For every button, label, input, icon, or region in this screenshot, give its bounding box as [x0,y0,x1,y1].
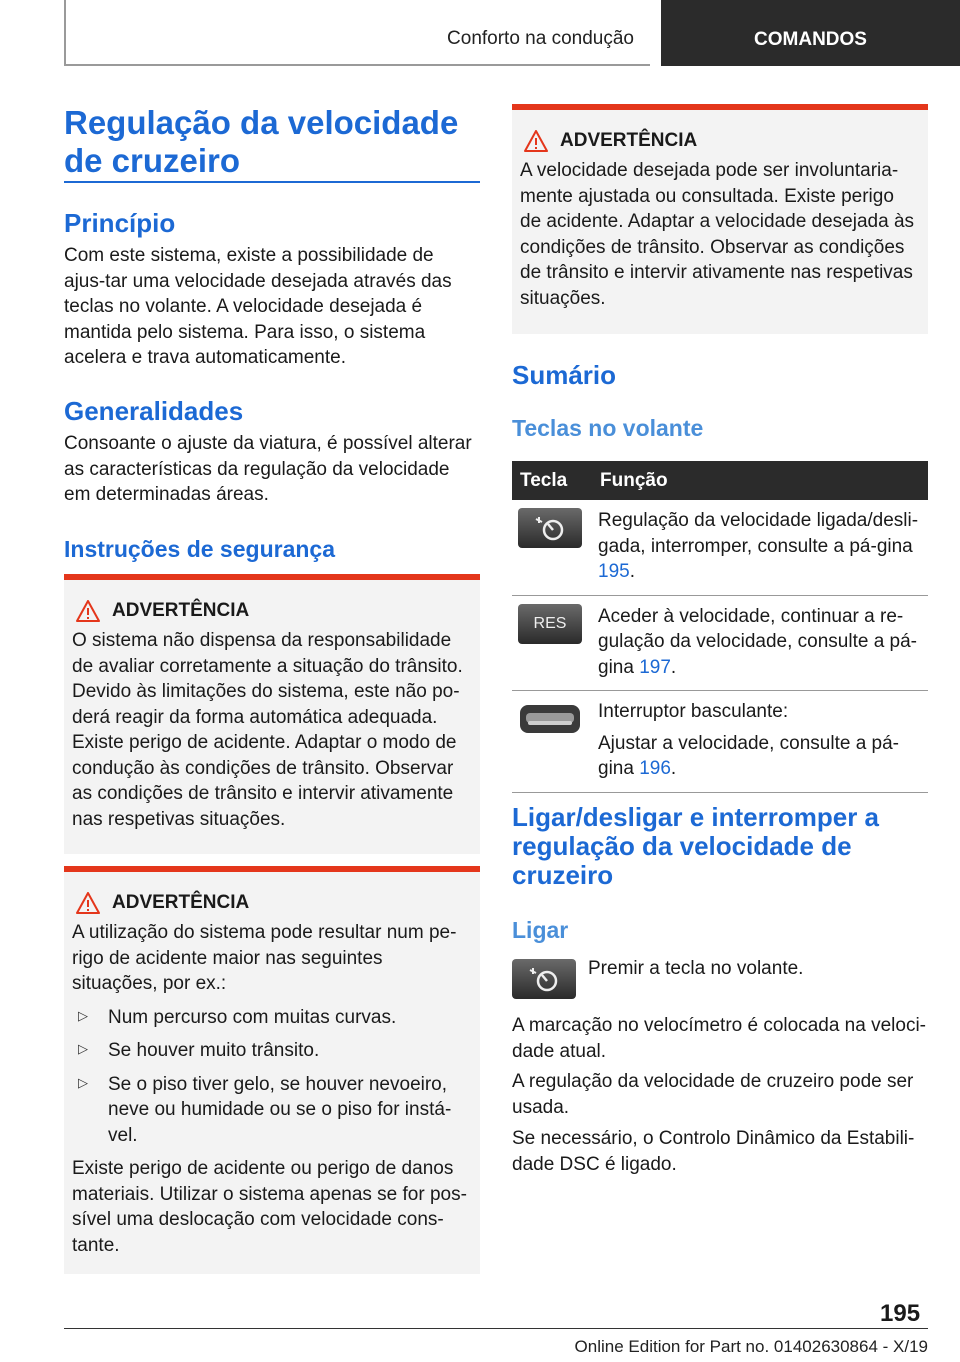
page-title: Regulação da velocidade de cruzeiro [64,104,459,179]
bullet-triangle-icon: ▷ [78,1074,88,1090]
heading-principio: Princípio [64,208,176,238]
function-text-end: . [629,561,635,582]
text-generalidades: Consoante o ajuste da viatura, é possível alterar as características da regulação da velocidade em determinadas áreas. [64,433,472,505]
ligar-instruction: Premir a tecla no volante. [588,958,804,979]
title-underline [64,181,480,183]
header-left-line [64,0,66,66]
function-text-2 [598,731,922,782]
table-row [512,500,928,595]
page-link[interactable]: 196 [639,758,671,779]
table-row [512,595,928,691]
warning-triangle-icon [76,600,100,622]
list-item [72,1038,470,1064]
function-text: Interruptor basculante: [598,701,789,722]
table-cell-function [592,500,928,595]
footer-rule [64,1328,928,1329]
ligar-paragraph-2: A regulação da velocidade de cruzeiro pode ser usada. [512,1071,914,1118]
warning-text: A velocidade desejada pode ser involuntaria-mente ajustada ou consultada. Existe perigo de acidente. Adaptar a velocidade desejada às condições de trânsito. Observar as condições de trânsito e intervir ativamente nas respetivas situações. [520,160,915,309]
function-text: Aceder à velocidade, continuar a re-gulação da velocidade, consulte a pá-gina [598,605,918,678]
warning-box-1 [64,574,480,854]
warning-box-2 [64,866,480,1274]
warning-box-3 [512,104,928,334]
table-cell-function [592,595,928,691]
warning-triangle-icon [524,130,548,152]
bullet-triangle-icon: ▷ [78,1007,88,1023]
table-cell-key [512,595,592,691]
column-header-function: Função [592,461,928,500]
list-item [72,1005,470,1031]
text-principio: Com este sistema, existe a possibilidade de ajus-tar uma velocidade desejada através das teclas no volante. A velocidade desejada é mantida pelo sistema. Para isso, o sistema acelera e trava automaticamente. [64,245,452,368]
steering-wheel-keys-table [512,461,928,793]
ligar-paragraph-3: Se necessário, o Controlo Dinâmico da Estabili-dade DSC é ligado. [512,1128,915,1175]
cruise-control-button-icon [512,959,576,999]
heading-instrucoes-seguranca: Instruções de segurança [64,536,335,562]
page-link[interactable]: 195 [598,561,630,582]
footer-edition: Online Edition for Part no. 01402630864 - X/19 [574,1337,928,1356]
function-text-end: . [670,656,677,678]
heading-generalidades: Generalidades [64,396,244,426]
warning-text: O sistema não dispensa da responsabilidade de avaliar corretamente a situação do trânsito. Devido às limitações do sistema, este não po-derá reagir da forma automática adequada. Existe perigo de acidente. Adaptar o modo de condução às condições de trânsito. Observar as condições de trânsito e intervir ativamente nas respetivas situações. [72,630,463,830]
function-text: Ajustar a velocidade, consulte a pá-gina [598,732,900,779]
cruise-control-button-icon [518,508,582,548]
res-key-label: RES [533,614,567,632]
rocker-switch-icon [518,699,582,739]
ligar-paragraph-1: A marcação no velocímetro é colocada na veloci-dade atual. [512,1015,926,1062]
warning-triangle-icon [76,892,100,914]
table-cell-key [512,500,592,595]
header-chapter-tab[interactable]: COMANDOS [661,0,960,66]
warning-intro: A utilização do sistema pode resultar num pe-rigo de acidente maior nas seguintes situações, por ex.: [72,922,457,994]
warning-title [72,600,470,622]
table-header-row [512,461,928,500]
warning-outro: Existe perigo de acidente ou perigo de danos materiais. Utilizar o sistema apenas se for pos-sível uma deslocação com velocidade cons-tante. [72,1158,467,1256]
column-header-key: Tecla [512,461,592,500]
list-item [72,1072,470,1149]
warning-title-text: ADVERTÊNCIA [560,130,698,151]
heading-ligar: Ligar [512,917,569,943]
header-bottom-line [64,64,650,66]
res-button-icon [518,604,582,644]
bullet-text: Se houver muito trânsito. [108,1040,320,1061]
warning-title [520,130,918,152]
page-link[interactable]: 197 [639,656,671,678]
bullet-triangle-icon: ▷ [78,1041,88,1056]
function-text-end: . [670,758,677,779]
table-row [512,691,928,793]
table-cell-function [592,691,928,793]
heading-teclas-volante: Teclas no volante [512,415,704,441]
function-text: Regulação da velocidade ligada/desli-gada, interromper, consulte a pá-gina [598,510,919,557]
page-number: 195 [880,1300,921,1327]
warning-title [72,892,470,914]
table-cell-key [512,691,592,793]
warning-title-text: ADVERTÊNCIA [112,600,250,621]
heading-ligar-desligar: Ligar/desligar e interromper a regulação da velocidade de cruzeiro [512,802,880,890]
warning-title-text: ADVERTÊNCIA [112,892,250,913]
heading-sumario: Sumário [512,360,617,390]
bullet-text: Se o piso tiver gelo, se houver nevoeiro, neve ou humidade ou se o piso for instá-vel. [108,1073,452,1146]
bullet-text: Num percurso com muitas curvas. [108,1006,397,1028]
header-section-title: Conforto na condução [447,28,634,49]
